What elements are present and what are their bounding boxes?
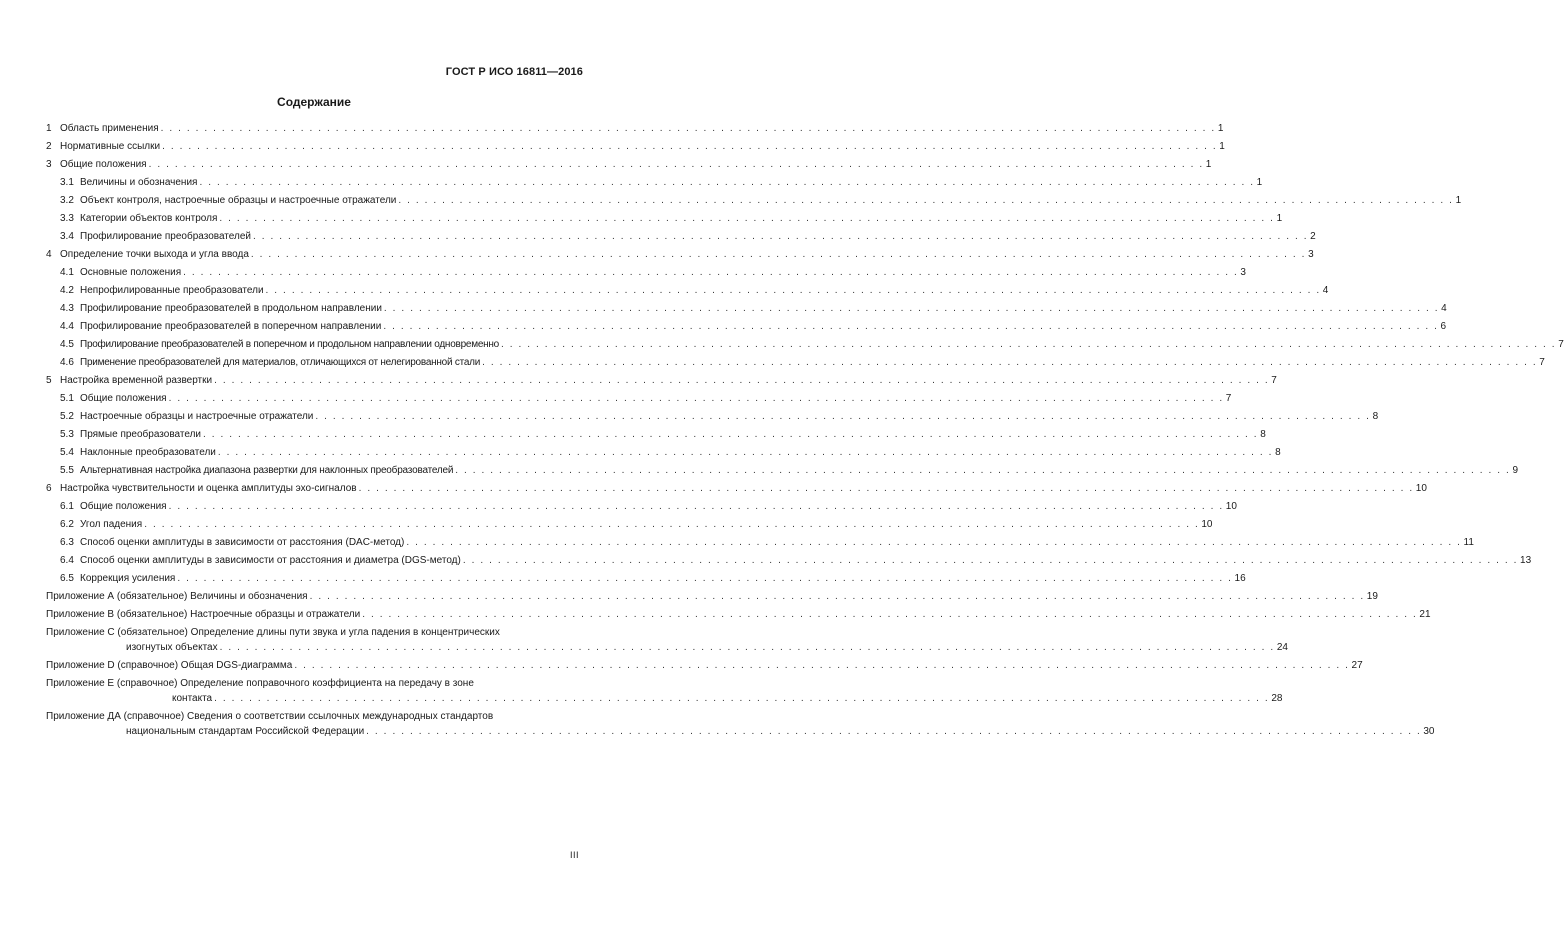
toc-entry-number: 4: [46, 249, 52, 260]
toc-entry-page: 3: [1240, 267, 1246, 278]
toc-entry-page: 2: [1310, 231, 1316, 242]
toc-entry-number: 4.2: [60, 285, 74, 296]
toc-title: Содержание: [277, 95, 351, 109]
toc-entry[interactable]: [0, 572, 1246, 586]
toc-entry-page: 10: [1201, 519, 1213, 530]
toc-entry-title: Способ оценки амплитуды в зависимости от расстояния (DAC-метод): [80, 537, 405, 548]
toc-entry-title: Определение точки выхода и угла ввода: [60, 249, 249, 260]
toc-entry-title: Коррекция усиления: [80, 573, 176, 584]
toc-entry-number: 4.5: [60, 339, 74, 350]
toc-entry-number: 6.5: [60, 573, 74, 584]
toc-entry-page: 21: [1419, 609, 1431, 620]
toc-entry[interactable]: [0, 320, 1447, 334]
toc-appendix-title-continued: изогнутых объектах: [126, 642, 218, 653]
toc-entry-number: 4.3: [60, 303, 74, 314]
toc-appendix-title: Приложение Е (справочное) Определение поправочного коэффициента на передачу в зоне: [46, 678, 474, 689]
toc-entry-page: 7: [1558, 339, 1564, 350]
toc-appendix-title: Приложение В (обязательное) Настроечные образцы и отражатели: [46, 609, 361, 620]
toc-entry-page: 9: [1512, 465, 1519, 476]
toc-entry-page: 1: [1219, 141, 1225, 152]
toc-entry-page: 7: [1225, 393, 1232, 404]
toc-entry[interactable]: [0, 500, 1237, 514]
toc-entry-number: 1: [46, 123, 52, 134]
toc-entry-number: 2: [46, 141, 52, 152]
toc-appendix-entry[interactable]: [0, 710, 661, 724]
toc-entry-page: 24: [1276, 642, 1288, 653]
toc-entry-page: 1: [1455, 195, 1462, 206]
toc-entry-number: 6.1: [60, 501, 74, 512]
toc-entry[interactable]: [0, 158, 1212, 172]
toc-entry[interactable]: [0, 248, 1314, 262]
toc-entry-page: 6: [1440, 321, 1447, 332]
toc-entry-title: Общие положения: [60, 159, 147, 170]
toc-entry[interactable]: [0, 284, 1329, 298]
toc-entry[interactable]: [0, 410, 1379, 424]
toc-entry-title: Способ оценки амплитуды в зависимости от расстояния и диаметра (DGS-метод): [80, 555, 461, 566]
toc-entry-title: Применение преобразователей для материалов, отличающихся от нелегированной стали: [80, 357, 481, 368]
toc-entry[interactable]: [0, 194, 1462, 208]
toc-entry-page: 30: [1423, 726, 1435, 737]
toc-entry-number: 4.4: [60, 321, 74, 332]
toc-entry-number: 6.4: [60, 555, 74, 566]
toc-appendix-title-continued: контакта: [172, 693, 213, 704]
toc-entry-number: 5.3: [60, 429, 74, 440]
toc-appendix-entry[interactable]: [0, 626, 661, 640]
toc-entry-title: Настроечные образцы и настроечные отражатели: [80, 411, 314, 422]
toc-entry-title: Угол падения: [80, 519, 143, 530]
toc-entry-page: 11: [1463, 537, 1474, 548]
toc-entry-page: 16: [1234, 573, 1246, 584]
toc-entry-title: Альтернативная настройка диапазона развертки для наклонных преобразователей: [80, 465, 454, 476]
toc-appendix-title: Приложение ДА (справочное) Сведения о соответствии ссылочных международных стандартов: [46, 711, 494, 722]
toc-entry[interactable]: [0, 302, 1447, 316]
toc-entry-page: 10: [1415, 483, 1427, 494]
toc-entry[interactable]: [0, 428, 1266, 442]
toc-entry-number: 4.6: [60, 357, 74, 368]
page-number: III: [570, 850, 580, 860]
toc-entry-title: Общие положения: [80, 393, 167, 404]
toc-entry-number: 5.5: [60, 465, 74, 476]
toc-appendix-entry[interactable]: [0, 659, 1363, 673]
toc-entry-title: Профилирование преобразователей в поперечном направлении: [80, 321, 382, 332]
toc-entry-number: 3.3: [60, 213, 74, 224]
toc-entry[interactable]: [0, 374, 1277, 388]
toc-appendix-title: Приложение С (обязательное) Определение длины пути звука и угла падения в концентрических: [46, 627, 500, 638]
toc-entry-page: 4: [1441, 303, 1447, 314]
toc-entry-title: Профилирование преобразователей: [80, 231, 251, 242]
toc-entry-number: 3.1: [60, 177, 74, 188]
toc-entry[interactable]: [0, 338, 1564, 352]
toc-entry[interactable]: [0, 140, 1225, 154]
toc-entry-page: 7: [1539, 357, 1545, 368]
toc-entry-number: 6: [46, 483, 52, 494]
toc-entry-title: Профилирование преобразователей в поперечном и продольном направлении одновременно: [80, 339, 499, 350]
toc-entry-number: 5: [46, 375, 52, 386]
toc-appendix-title: Приложение А (обязательное) Величины и обозначения: [46, 591, 308, 602]
toc-entry-title: Наклонные преобразователи: [80, 447, 216, 458]
toc-appendix-title: Приложение D (справочное) Общая DGS-диаграмма: [46, 660, 293, 671]
toc-entry-title: Настройка временной развертки: [60, 375, 213, 386]
toc-entry-page: 27: [1351, 660, 1363, 671]
toc-entry-page: 4: [1322, 285, 1329, 296]
toc-entry-title: Нормативные ссылки: [60, 141, 161, 152]
toc-entry-title: Непрофилированные преобразователи: [80, 285, 264, 296]
toc-entry-page: 8: [1275, 447, 1281, 458]
toc-appendix-title-continued: национальным стандартам Российской Федерации: [126, 726, 365, 737]
toc-entry-page: 8: [1260, 429, 1266, 440]
toc-entry[interactable]: [0, 212, 1283, 226]
toc-entry-number: 6.3: [60, 537, 74, 548]
toc-entry-title: Объект контроля, настроечные образцы и настроечные отражатели: [80, 195, 397, 206]
toc-appendix-continuation[interactable]: [0, 725, 1435, 739]
toc-entry-number: 5.1: [60, 393, 74, 404]
toc-entry[interactable]: [0, 446, 1281, 460]
toc-entry-number: 5.4: [60, 447, 74, 458]
toc-entry-page: 28: [1271, 693, 1283, 704]
toc-appendix-continuation[interactable]: [0, 692, 1283, 706]
toc-entry-number: 3: [46, 159, 52, 170]
toc-entry[interactable]: [0, 392, 1232, 406]
toc-entry-title: Профилирование преобразователей в продольном направлении: [80, 303, 382, 314]
toc-entry-title: Основные положения: [80, 267, 182, 278]
toc-entry-title: Прямые преобразователи: [80, 429, 201, 440]
toc-entry-page: 19: [1366, 591, 1378, 602]
toc-entry[interactable]: [0, 554, 1532, 568]
toc-entry[interactable]: [0, 230, 1316, 244]
toc-entry[interactable]: [0, 464, 1519, 478]
toc-entry[interactable]: [0, 122, 1224, 136]
toc-entry-title: Область применения: [60, 123, 159, 134]
toc-appendix-entry[interactable]: [0, 677, 661, 691]
toc-entry-page: 1: [1276, 213, 1283, 224]
toc-entry-page: 7: [1271, 375, 1277, 386]
toc-entry-title: Категории объектов контроля: [80, 213, 218, 224]
toc-entry-title: Величины и обозначения: [80, 177, 198, 188]
toc-entry[interactable]: [0, 356, 1545, 370]
toc-entry-title: Общие положения: [80, 501, 167, 512]
toc-entry-number: 3.2: [60, 195, 74, 206]
toc-appendix-entry[interactable]: [0, 608, 1431, 622]
toc-entry-page: 3: [1308, 249, 1314, 260]
document-code: ГОСТ Р ИСО 16811—2016: [445, 66, 583, 78]
toc-entry-page: 1: [1205, 159, 1212, 170]
toc-entry[interactable]: [0, 536, 1474, 550]
toc-entry-number: 6.2: [60, 519, 74, 530]
toc-entry-page: 10: [1225, 501, 1237, 512]
toc-entry-page: 1: [1256, 177, 1263, 188]
toc-entry-title: Настройка чувствительности и оценка амплитуды эхо-сигналов: [60, 483, 357, 494]
toc-appendix-continuation[interactable]: [0, 641, 1288, 655]
toc-entry-page: 13: [1520, 555, 1532, 566]
toc-entry-number: 3.4: [60, 231, 74, 242]
toc-entry[interactable]: [0, 176, 1263, 190]
toc-entry-number: 5.2: [60, 411, 74, 422]
toc-entry-page: 1: [1217, 123, 1224, 134]
toc-appendix-entry[interactable]: [0, 590, 1378, 604]
toc-entry-page: 8: [1372, 411, 1379, 422]
toc-entry[interactable]: [0, 266, 1246, 280]
toc-entry-number: 4.1: [60, 267, 74, 278]
toc-entry[interactable]: [0, 482, 1427, 496]
toc-entry[interactable]: [0, 518, 1213, 532]
